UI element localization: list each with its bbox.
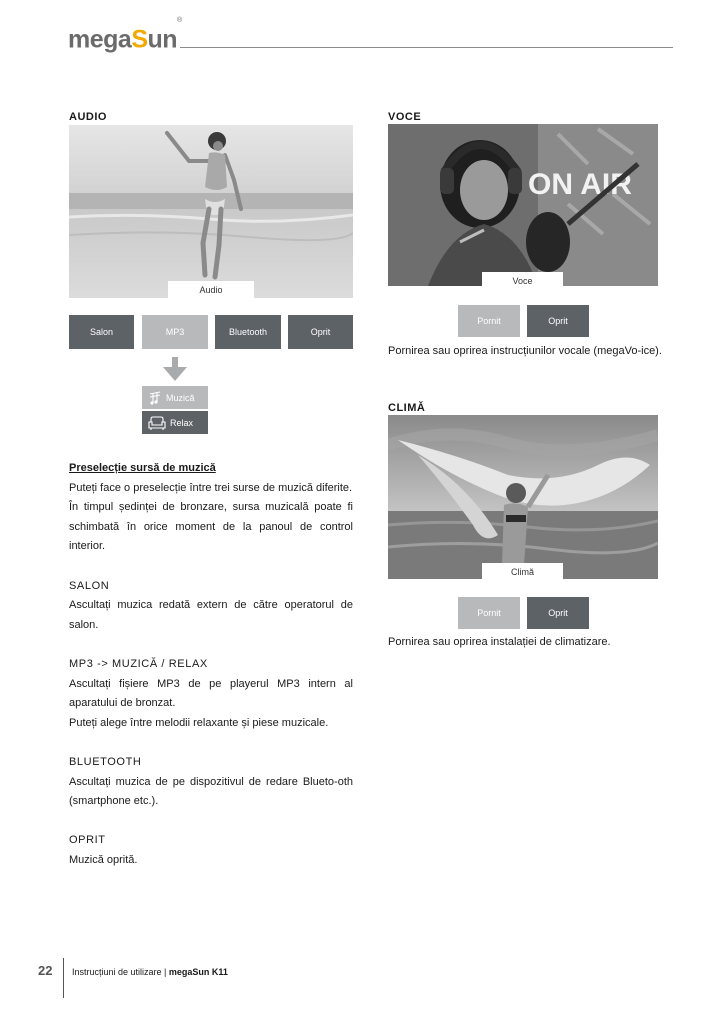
- audio-beach-photo: [69, 125, 353, 298]
- voice-section-title: VOCE: [388, 111, 422, 123]
- music-notes-icon: [148, 391, 162, 405]
- on-air-sign: ON AIR: [528, 168, 632, 201]
- logo-text-mega: mega: [68, 25, 132, 54]
- logo-text-un: un: [147, 25, 178, 54]
- climate-section-title: CLIMĂ: [388, 402, 426, 414]
- mp3-button[interactable]: MP3: [142, 315, 208, 349]
- audio-caption: Audio: [168, 281, 254, 300]
- bluetooth-heading: BLUETOOTH: [69, 755, 142, 768]
- footer-divider: [63, 958, 64, 998]
- preselect-paragraph-1: Puteți face o preselecție între trei surse de muzică diferite.: [69, 481, 353, 494]
- climate-on-button[interactable]: Pornit: [458, 597, 520, 629]
- relax-button[interactable]: [142, 411, 208, 434]
- voice-caption: Voce: [482, 272, 563, 291]
- music-button-label: Muzică: [166, 392, 195, 403]
- salon-text: Ascultați muzica redată extern de către operatorul de salon.: [69, 599, 353, 631]
- climate-caption: Climă: [482, 563, 563, 582]
- voice-off-button[interactable]: Oprit: [527, 305, 589, 337]
- logo-text-s: S: [131, 25, 148, 54]
- mp3-heading: MP3 -> MUZICĂ / RELAX: [69, 657, 208, 670]
- audio-description: [69, 459, 353, 870]
- preselect-heading: Preselecție sursă de muzică: [69, 462, 216, 474]
- music-button[interactable]: [142, 386, 208, 409]
- armchair-icon: [148, 416, 166, 430]
- relax-button-label: Relax: [170, 417, 194, 428]
- off-text: Muzică oprită.: [69, 853, 138, 866]
- voice-singer-photo: [388, 124, 658, 286]
- logo-registered: ®: [177, 17, 182, 24]
- arrow-down-icon: [163, 357, 187, 381]
- bluetooth-text: Ascultați muzica de pe dispozitivul de redare Blueto-oth (smartphone etc.).: [69, 775, 353, 808]
- salon-heading: SALON: [69, 579, 110, 592]
- voice-description: Pornirea sau oprirea instrucțiunilor vocale (megaVo-ice).: [388, 345, 662, 357]
- bluetooth-button[interactable]: Bluetooth: [215, 315, 281, 349]
- preselect-paragraph-2: În timpul ședinței de bronzare, sursa muzicală poate fi schimbată în orice moment de la panoul de control interior.: [69, 501, 353, 553]
- climate-beach-photo: [388, 415, 658, 579]
- footer-doc-title: [72, 967, 228, 977]
- megasun-logo: [68, 17, 182, 54]
- mp3-text-1: Ascultați fișiere MP3 de pe playerul MP3 intern al aparatului de bronzat.: [69, 677, 353, 710]
- audio-off-button[interactable]: Oprit: [288, 315, 353, 349]
- voice-on-button[interactable]: Pornit: [458, 305, 520, 337]
- page-number: 22: [38, 963, 53, 978]
- footer-product-name: megaSun K11: [168, 967, 228, 977]
- mp3-text-2: Puteți alege între melodii relaxante și piese muzicale.: [69, 716, 329, 729]
- salon-button[interactable]: Salon: [69, 315, 134, 349]
- climate-off-button[interactable]: Oprit: [527, 597, 589, 629]
- off-heading: OPRIT: [69, 834, 106, 847]
- header-divider: [180, 47, 673, 48]
- audio-section-title: AUDIO: [69, 111, 107, 123]
- climate-description: Pornirea sau oprirea instalației de climatizare.: [388, 636, 611, 648]
- footer-title-text: Instrucțiuni de utilizare |: [72, 967, 169, 977]
